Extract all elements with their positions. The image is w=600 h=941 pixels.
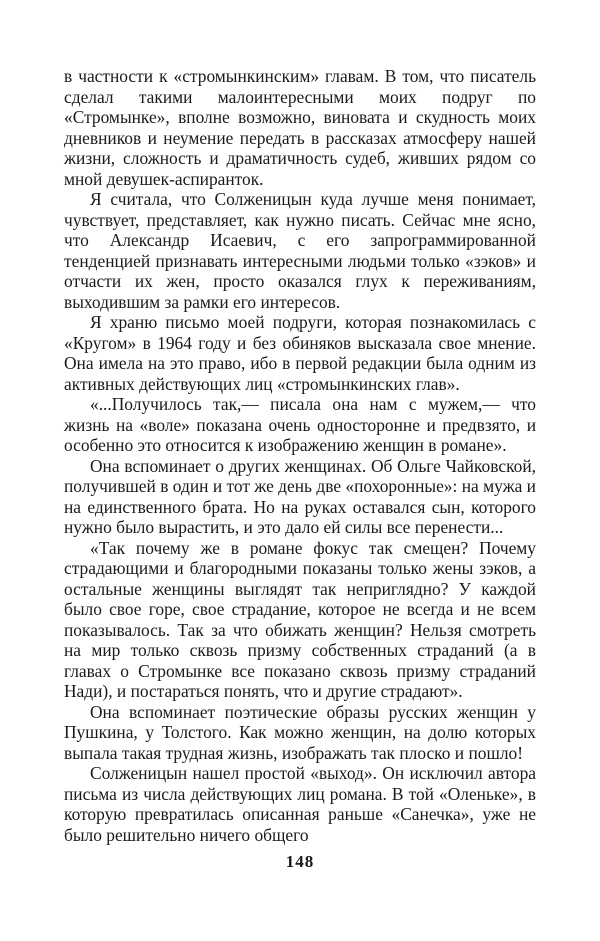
page-text-body bbox=[64, 66, 536, 896]
page-number: 148 bbox=[285, 852, 315, 871]
paragraph-6: «Так почему же в романе фокус так смещен? Почему страдающими и благородными показаны только жены зэков, а остальные женщины выглядят так неприглядно? У каждой было свое горе, свое страдание, которое не всегда и не всем показывалось. Так за что обижать женщин? Нельзя смотреть на мир только сквозь призму собственных страданий (а в главах о Стромынке все показано сквозь призму страданий Нади), и постараться понять, что и другие страдают». bbox=[64, 537, 536, 701]
paragraph-2: Я считала, что Солженицын куда лучше меня понимает, чувствует, представляет, как нужно писать. Сейчас мне ясно, что Александр Исаевич, с его запрограммированной тенденцией признавать интересными людьми только «зэков» и отчасти их жен, просто оказался глух к переживаниям, выходившим за рамки его интересов. bbox=[64, 189, 536, 312]
paragraph-3: Я храню письмо моей подруги, которая познакомилась с «Кругом» в 1964 году и без обиняков высказала свое мнение. Она имела на это право, ибо в первой редакции была одним из активных действующих лиц «стромынкинских глав». bbox=[64, 312, 536, 394]
paragraph-4: «...Получилось так,— писала она нам с мужем,— что жизнь на «воле» показана очень односторонне и предвзято, и особенно это относится к изображению женщин в романе». bbox=[64, 394, 536, 455]
paragraph-8: Солженицын нашел простой «выход». Он исключил автора письма из числа действующих лиц романа. В той «Оленьке», в которую превратилась описанная раньше «Санечка», уже не было решительно ничего общего bbox=[64, 763, 536, 845]
paragraph-1: в частности к «стромынкинским» главам. В том, что писатель сделал такими малоинтересными моих подруг по «Стромынке», вполне возможно, виновата и скудность моих дневников и неумение передать в рассказах атмосферу нашей жизни, сложность и драматичность судеб, живших рядом со мной девушек-аспиранток. bbox=[64, 66, 536, 189]
paragraph-7: Она вспоминает поэтические образы русских женщин у Пушкина, у Толстого. Как можно женщин, на долю которых выпала такая трудная жизнь, изображать так плоско и пошло! bbox=[64, 701, 536, 763]
paragraph-5: Она вспоминает о других женщинах. Об Ольге Чайковской, получившей в один и тот же день две «похоронные»: на мужа и на единственного брата. Но на руках оставался сын, которого нужно было вырастить, и это дало ей силы все перенести... bbox=[64, 455, 536, 537]
